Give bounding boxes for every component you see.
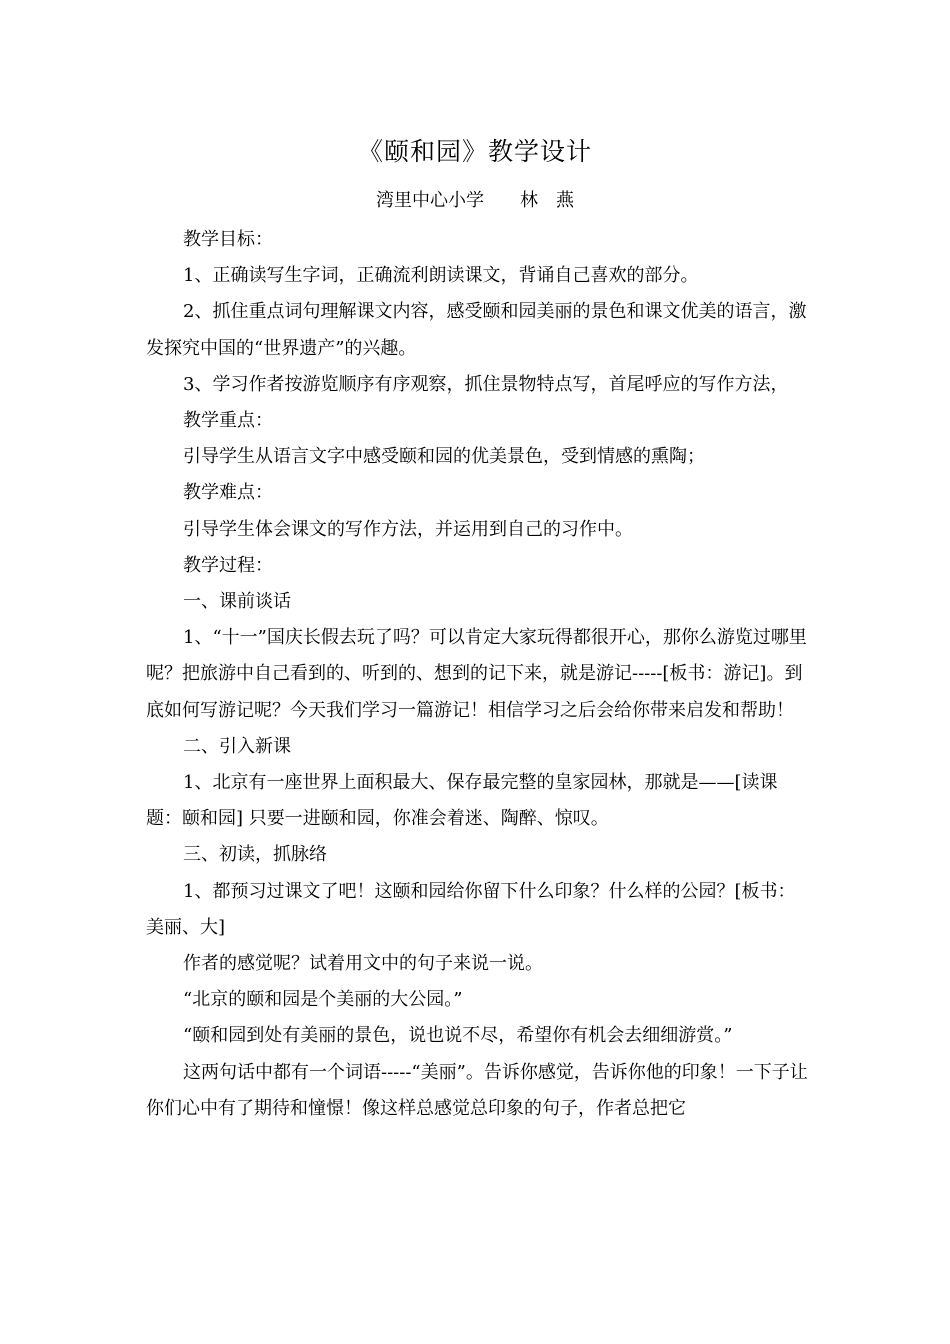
paragraph: 2、抓住重点词句理解课文内容，感受颐和园美丽的景色和课文优美的语言，激发探究中国的“世界遗产”的兴趣。 [146,301,807,359]
paragraph: 一、课前谈话 [183,591,291,613]
paragraph: 教学重点： [183,410,273,432]
author-line: 湾里中心小学 林 燕 [376,190,574,211]
paragraph: 3、学习作者按游览顺序有序观察，抓住景物特点写，首尾呼应的写作方法， [183,373,789,395]
paragraph: “北京的颐和园是个美丽的大公园。” [183,989,463,1011]
paragraph: 1、“十一”国庆长假去玩了吗？可以肯定大家玩得都很开心，那你么游览过哪里呢？把旅游中自己看到的、听到的、想到的记下来，就是游记-----[板书：游记]。到底如何写游记呢？今天我们学习一篇游记！相信学习之后会给你带来启发和帮助！ [146,627,807,721]
paragraph: 作者的感觉呢？试着用文中的句子来说一说。 [183,953,543,975]
paragraph: 1、都预习过课文了吧！这颐和园给你留下什么印象？什么样的公园？[板书：美丽、大] [146,880,796,938]
paragraph: 三、初读，抓脉络 [183,844,327,866]
paragraph: 教学过程： [183,554,273,576]
paragraph: 二、引入新课 [183,735,291,757]
document-title: 《颐和园》教学设计 [357,137,592,166]
paragraph: 教学目标： [183,229,273,250]
paragraph: 引导学生从语言文字中感受颐和园的优美景色，受到情感的熏陶； [183,446,705,468]
paragraph: 这两句话中都有一个词语-----“美丽”。告诉你感觉，告诉你他的印象！一下子让你们心中有了期待和憧憬！像这样总感觉总印象的句子，作者总把它 [146,1061,808,1119]
paragraph: 1、北京有一座世界上面积最大、保存最完整的皇家园林，那就是——[读课题：颐和园] 只要一进颐和园，你准会着迷、陶醉、惊叹。 [146,772,778,830]
paragraph: 教学难点： [183,482,273,504]
paragraph: 1、正确读写生字词，正确流利朗读课文，背诵自己喜欢的部分。 [183,265,699,287]
document-body [146,222,810,1127]
paragraph: “颐和园到处有美丽的景色，说也说不尽，希望你有机会去细细游赏。” [183,1025,733,1047]
paragraph: 引导学生体会课文的写作方法，并运用到自己的习作中。 [183,518,633,540]
